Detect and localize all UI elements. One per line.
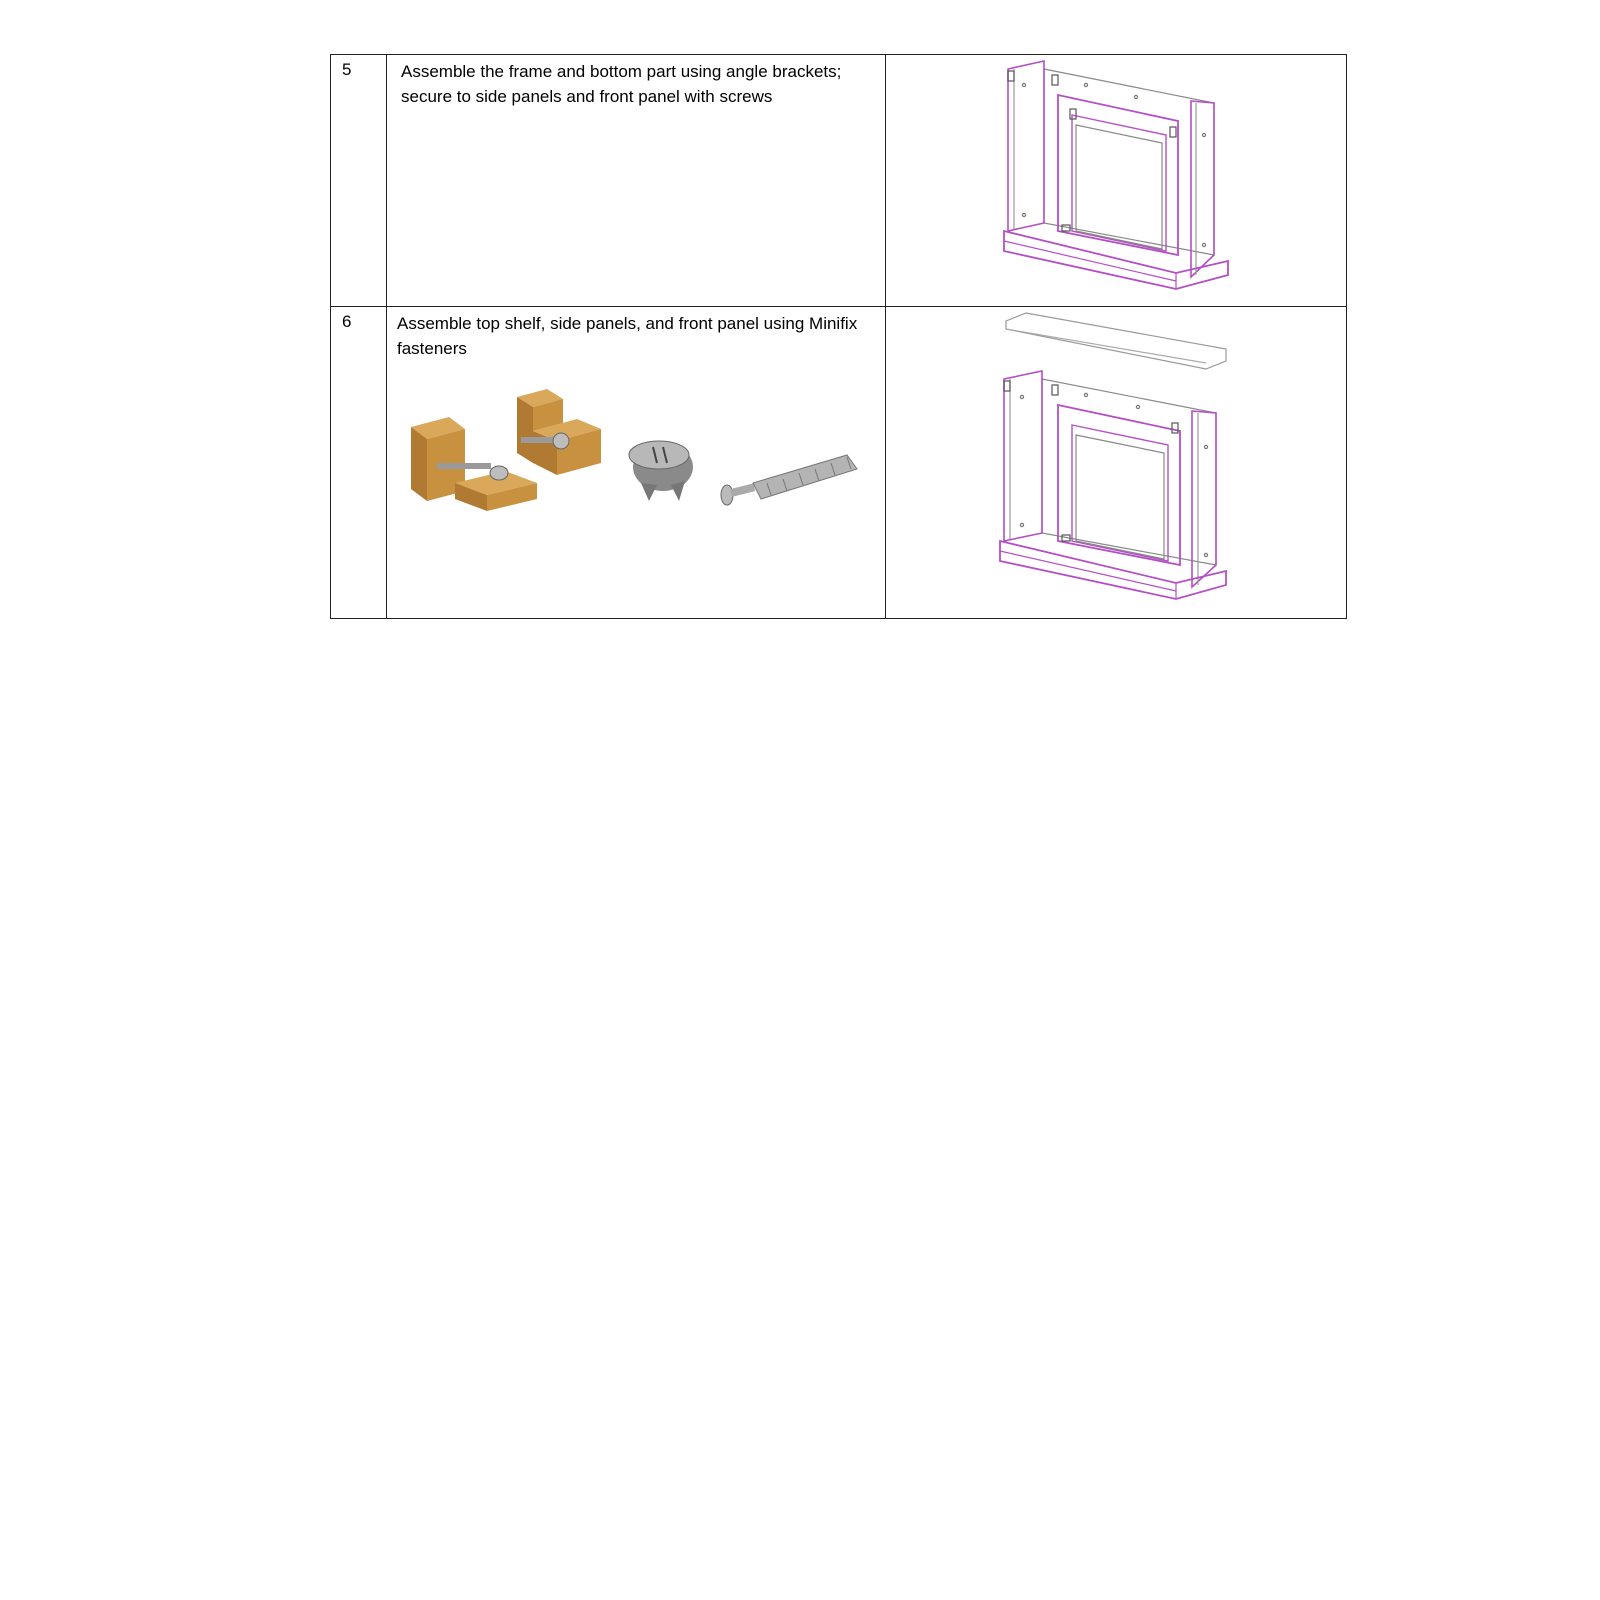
- step-instruction: Assemble top shelf, side panels, and front panel using Minifix fasteners: [397, 314, 858, 358]
- step-illustration-cell: [886, 307, 1347, 619]
- step-instruction: Assemble the frame and bottom part using angle brackets; secure to side panels and front panel with screws: [401, 62, 842, 106]
- fireplace-top-shelf-assembly-drawing: [886, 307, 1346, 613]
- minifix-cam-lock-fastener-photos: [387, 367, 883, 567]
- step-row-5: [331, 55, 1347, 307]
- step-illustration-cell: [886, 55, 1347, 307]
- fireplace-frame-assembly-drawing: [886, 55, 1346, 301]
- step-row-6: [331, 307, 1347, 619]
- step-number: 6: [331, 307, 387, 619]
- step-instruction-cell: [387, 55, 886, 307]
- step-number: 5: [331, 55, 387, 307]
- assembly-steps-table: [330, 54, 1347, 619]
- step-instruction-cell: [387, 307, 886, 619]
